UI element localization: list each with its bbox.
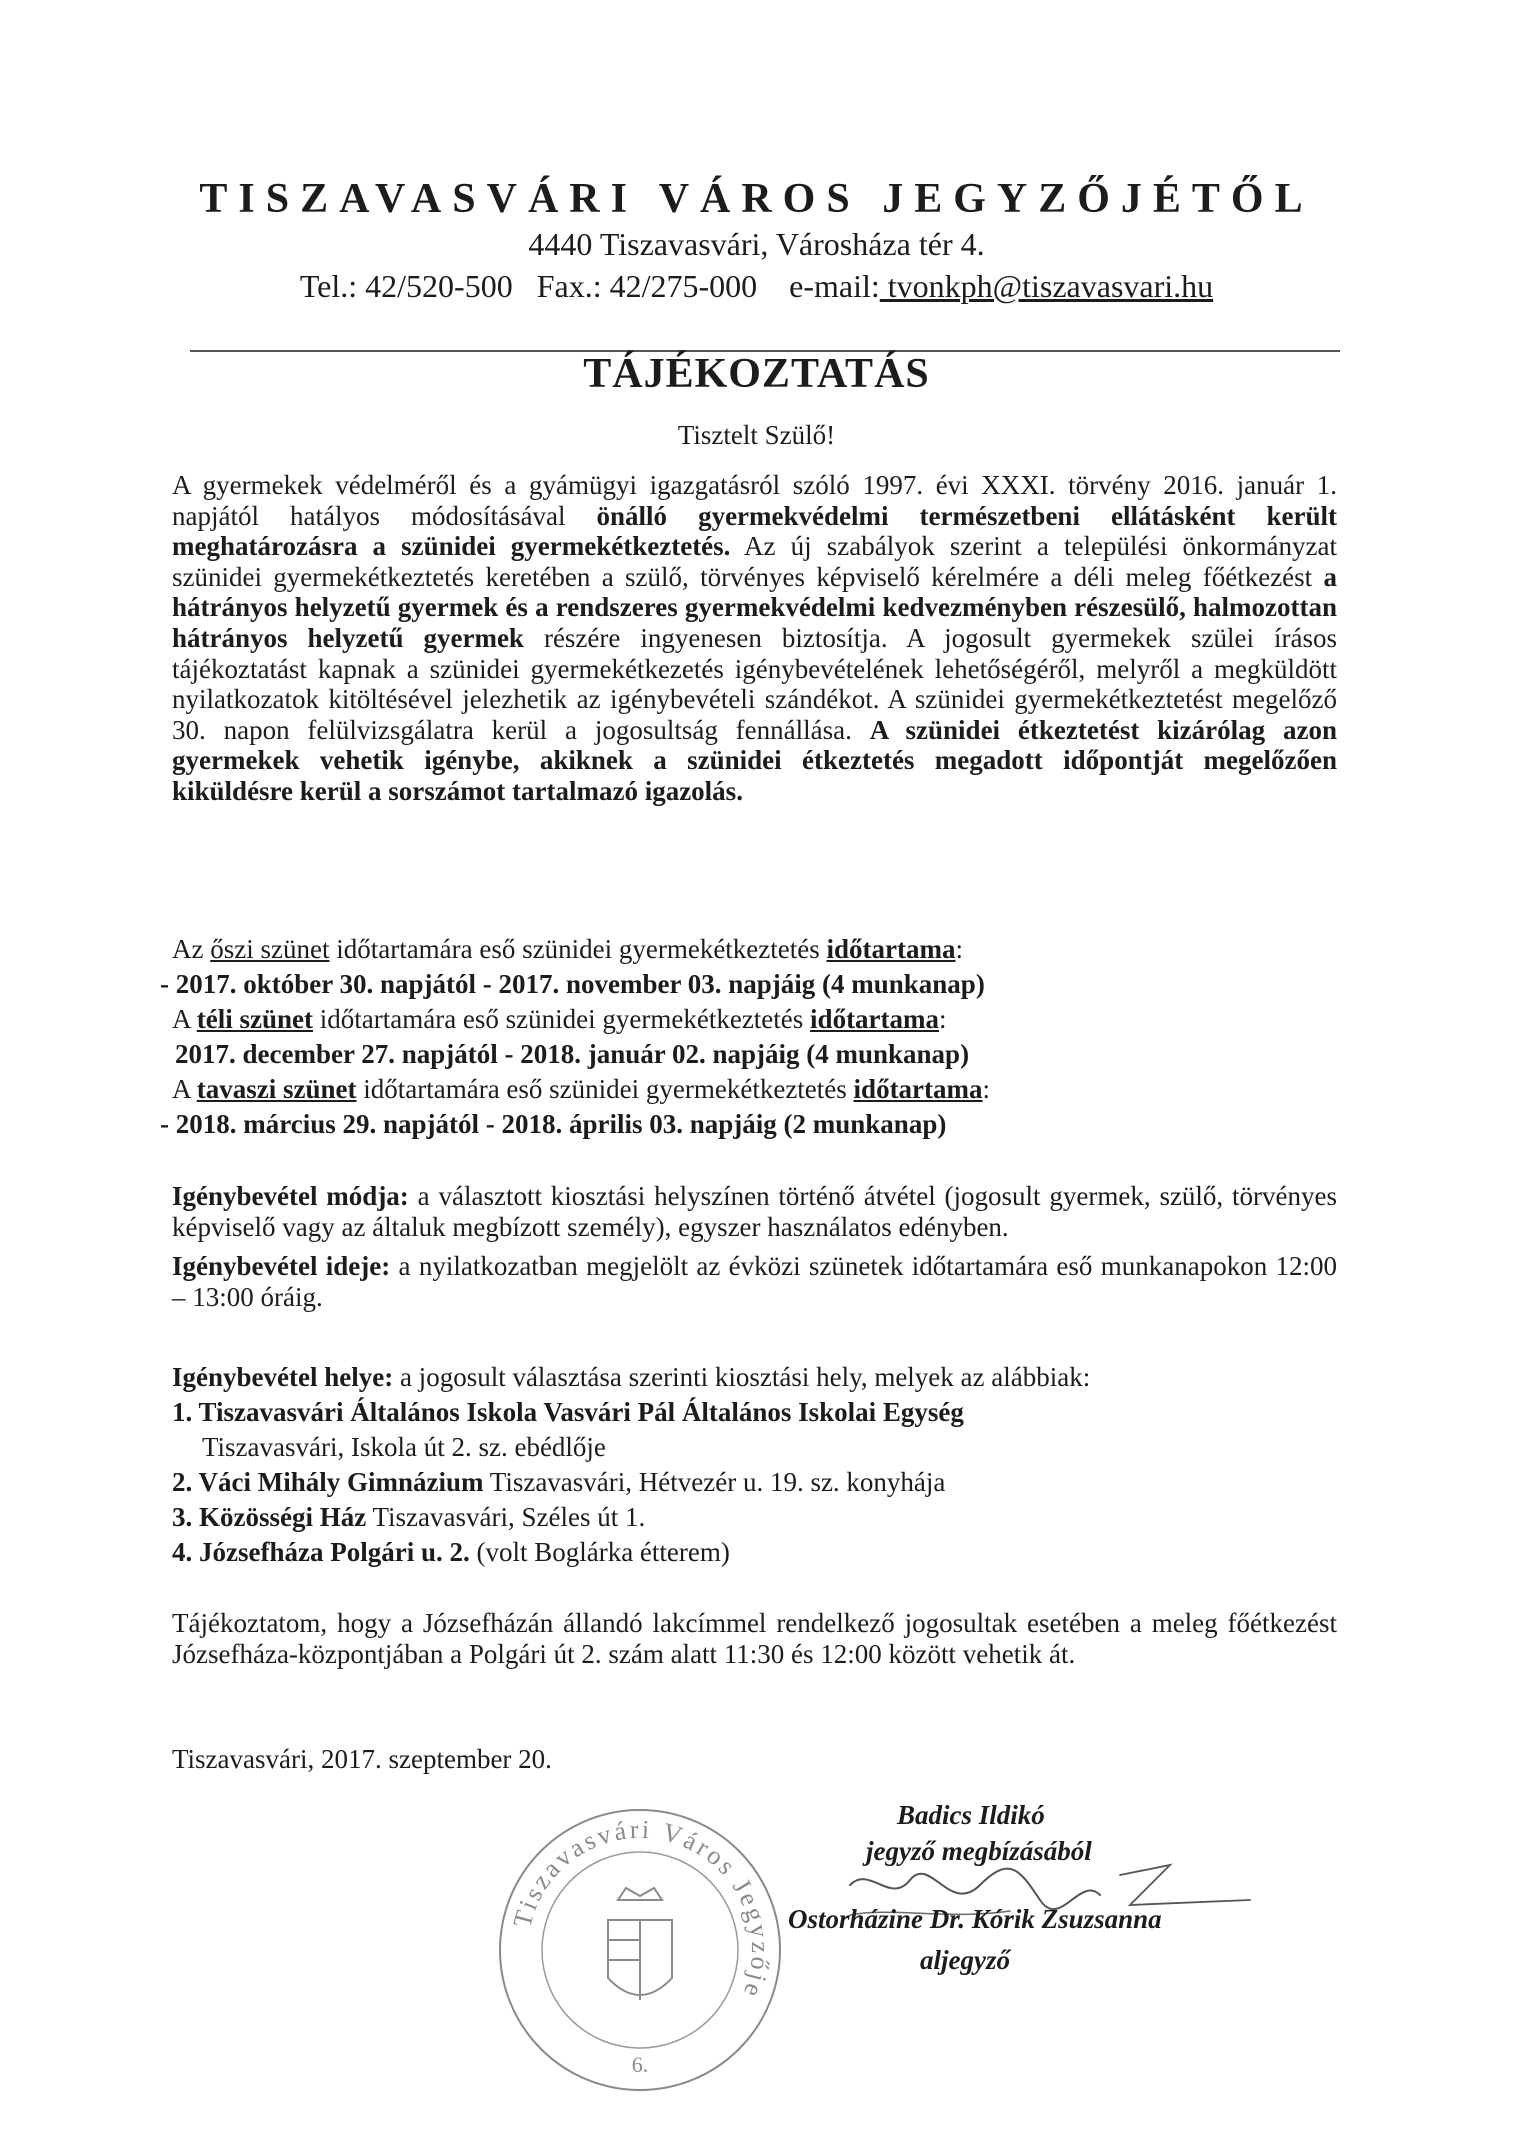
list-number: 2. — [172, 1467, 199, 1497]
list-item — [172, 1535, 730, 1569]
intro-segment: A gyermekek védelméről és a gyámügyi igazgatásról szóló 1997. évi XXXI. törvény 2016. január 1. napjától hatályos módosításával — [172, 470, 1337, 531]
place-text: a jogosult választása szerinti kiosztási hely, melyek az alábbiak: — [393, 1362, 1091, 1392]
list-number: 3. — [172, 1502, 199, 1532]
list-item-name: Józsefháza Polgári u. 2. — [199, 1537, 470, 1567]
method-label: Igénybevétel módja: — [172, 1181, 409, 1211]
autumn-break-label: őszi szünet — [210, 934, 330, 964]
winter-break-label: téli szünet — [196, 1004, 313, 1034]
intro-segment: részére ingyenesen biztosítja. A jogosult gyermekek szülei írásos tájékoztatást kapnak a szünidei gyermekétkezetés igénybevételének lehetőségéről, melyről a megküldött nyilatkozatok kitöltésével jelezhetik az igénybevételi szándékot. A szünidei gyermekétkeztetést megelőző 30. napon felülvizsgálatra kerül a jogosultság fennállása. — [172, 622, 1338, 745]
signer-role: aljegyző — [920, 1945, 1010, 1975]
method-paragraph — [172, 1181, 1337, 1242]
letterhead-email[interactable]: tvonkph@tiszavasvari.hu — [879, 268, 1214, 304]
signer-name: Ostorházine Dr. Kórik Zsuzsanna — [788, 1904, 1162, 1934]
period-text: időtartamára eső szünidei gyermekétkeztetés — [329, 934, 827, 964]
salutation: Tisztelt Szülő! — [677, 420, 836, 450]
winter-period-line — [172, 1002, 947, 1036]
page-title: TÁJÉKOZTATÁS — [583, 351, 930, 397]
spring-dates: - 2018. március 29. napjától - 2018. április 03. napjáig (2 munkanap) — [160, 1109, 947, 1139]
intro-segment-bold: önálló gyermekvédelmi természetbeni ellátásként került meghatározásra a szünidei gyermekétkeztetés. — [172, 500, 1337, 562]
letterhead-contact — [0, 268, 1513, 305]
official-stamp — [490, 1800, 790, 2100]
date-line: Tiszavasvári, 2017. szeptember 20. — [172, 1744, 552, 1774]
period-text: A — [172, 1004, 197, 1034]
duration-label: időtartama — [810, 1004, 940, 1034]
duration-label: időtartama — [853, 1074, 983, 1104]
list-item-name: Közösségi Ház — [199, 1502, 367, 1532]
letterhead-email-label: e-mail: — [789, 268, 880, 304]
period-text: időtartamára eső szünidei gyermekétkeztetés — [313, 1004, 811, 1034]
spring-break-label: tavaszi szünet — [196, 1074, 357, 1104]
period-colon: : — [939, 1004, 947, 1034]
winter-dates: 2017. december 27. napjától - 2018. január 02. napjáig (4 munkanap) — [175, 1039, 970, 1069]
list-item-address: (volt Boglárka étterem) — [469, 1537, 730, 1567]
stamp-text: Tiszavasvári Város Jegyzője — [507, 1814, 776, 2004]
list-item-name: Váci Mihály Gimnázium — [198, 1467, 484, 1497]
coat-of-arms-icon — [608, 1888, 672, 2000]
autumn-period-line — [172, 932, 963, 966]
place-label: Igénybevétel helye: — [172, 1362, 394, 1392]
place-intro-line — [172, 1360, 1090, 1394]
list-item-address: Tiszavasvári, Széles út 1. — [366, 1502, 646, 1532]
signatory-role: jegyző megbízásából — [866, 1836, 1092, 1866]
method-text: a választott kiosztási helyszínen történő átvétel (jogosult gyermek, szülő, törvényes képviselő vagy az általuk megbízott személy), egyszer használatos edényben. — [172, 1181, 1337, 1242]
period-text: A — [172, 1074, 197, 1104]
stamp-number: 6. — [631, 2052, 649, 2077]
intro-paragraph — [172, 470, 1337, 807]
letterhead-address: 4440 Tiszavasvári, Városháza tér 4. — [528, 226, 985, 262]
list-item — [172, 1395, 964, 1429]
period-text: időtartamára eső szünidei gyermekétkeztetés — [356, 1074, 854, 1104]
period-colon: : — [955, 934, 964, 964]
intro-segment-bold: A szünidei étkeztetést kizárólag azon gyermekek vehetik igénybe, akiknek a szünidei étkeztetés megadott időpontját megelőzően kiküldésre kerül a sorszámot tartalmazó igazolás. — [172, 714, 1337, 806]
list-number: 4. — [172, 1537, 199, 1567]
period-text: Az — [172, 934, 211, 964]
autumn-dates: - 2017. október 30. napjától - 2017. november 03. napjáig (4 munkanap) — [160, 969, 985, 999]
spring-period-line — [172, 1072, 990, 1106]
duration-label: időtartama — [826, 934, 956, 964]
time-paragraph — [172, 1251, 1337, 1312]
list-number: 1. — [172, 1397, 199, 1427]
period-colon: : — [982, 1074, 991, 1104]
list-item-name: Tiszavasvári Általános Iskola Vasvári Pál Általános Iskolai Egység — [198, 1397, 964, 1427]
intro-segment: Az új szabályok szerint a települési önkormányzat szünidei gyermekétkeztetés keretében a szülő, törvényes képviselő kérelmére a déli meleg főétkezést — [172, 531, 1337, 592]
time-label: Igénybevétel ideje: — [172, 1251, 391, 1281]
time-text: a nyilatkozatban megjelölt az évközi szünetek időtartamára eső munkanapokon 12:00 – 13:00 óráig. — [172, 1251, 1338, 1312]
letterhead-title: TISZAVASVÁRI VÁROS JEGYZŐJÉTŐL — [199, 176, 1314, 222]
list-item — [202, 1430, 606, 1464]
list-item-address: Tiszavasvári, Hétvezér u. 19. sz. konyhája — [483, 1467, 946, 1497]
list-item — [172, 1500, 645, 1534]
intro-segment-bold: a hátrányos helyzetű gyermek és a rendszeres gyermekvédelmi kedvezményben részesülő, halmozottan hátrányos helyzetű gyermek — [172, 561, 1337, 653]
letterhead-tel: Tel.: 42/520-500 — [299, 268, 513, 304]
signatory-name: Badics Ildikó — [897, 1800, 1045, 1830]
list-item — [172, 1465, 945, 1499]
note-paragraph: Tájékoztatom, hogy a Józsefházán állandó lakcímmel rendelkező jogosultak esetében a meleg főétkezést Józsefháza-központjában a Polgári út 2. szám alatt 11:30 és 12:00 között vehetik át. — [172, 1608, 1337, 1669]
letterhead-fax: Fax.: 42/275-000 — [536, 268, 758, 304]
handwritten-signature — [830, 1845, 1270, 1955]
list-item-address: Tiszavasvári, Iskola út 2. sz. ebédlője — [202, 1432, 606, 1462]
